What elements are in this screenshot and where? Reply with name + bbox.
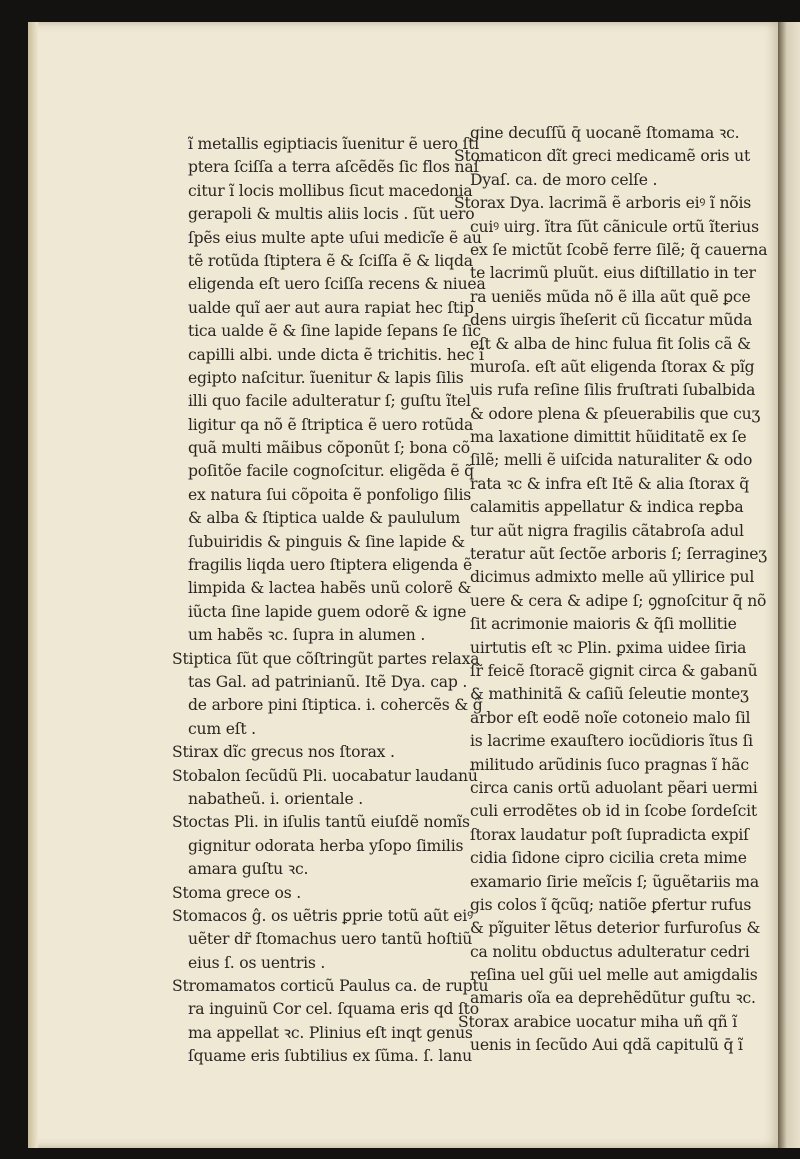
text-line: tur aũt nigra fragilis cãtabroſa adul — [470, 521, 744, 540]
text-line: amara guſtu ꝛc. — [188, 860, 309, 879]
text-line: ſtorax laudatur poſt ſupradicta expiſ — [470, 825, 749, 844]
text-line: cidia ſidone cipro cicilia creta mime — [470, 849, 747, 868]
text-line: & mathinitã & caſiũ ſeleutie monteʒ — [470, 685, 749, 704]
text-line: poſitõe facile cognoſcitur. eligẽda ẽ q̃ — [188, 462, 474, 481]
text-line: amaris oĩa ea deprehẽdũtur guſtu ꝛc. — [470, 989, 756, 1008]
text-line: te lacrimũ pluũt. eius diſtillatio in ter — [470, 264, 756, 283]
text-line: ex ſe mictũt ſcobẽ ferre ſilẽ; q̃ cauerna — [470, 240, 768, 259]
text-line: uenis in ſecũdo Aui qdã capitulũ q̄ ĩ — [470, 1036, 743, 1055]
text-line: uirtutis eſt ꝛc Plin. ꝑxima uidee ſiria — [470, 638, 747, 657]
text-line: limpida & lactea habẽs unũ colorẽ & — [188, 579, 472, 598]
text-line: ptera ſciſſa a terra aſcẽdẽs ſic flos naſ — [188, 158, 480, 177]
text-line: teratur aũt ſectõe arboris ſ; ſerragineʒ — [470, 545, 767, 564]
right-text-column — [454, 122, 768, 1058]
text-line: dens uirgis ĩheſerit cũ ſiccatur mũda — [470, 311, 753, 330]
text-line: iũcta ſine lapide guem odorẽ & igne — [188, 602, 467, 621]
text-line: Stoctas Pli. in iſulis tantũ eiuſdẽ nomĩs — [172, 813, 470, 832]
text-line: reſina uel gũi uel melle aut amigdalis — [470, 966, 758, 985]
text-line: ligitur qa nõ ẽ ſtriptica ẽ uero rotũda — [188, 415, 474, 434]
text-line: tas Gal. ad patrinianũ. Itẽ Dya. cap . — [188, 672, 468, 691]
text-line: Stromamatos corticũ Paulus ca. de ruptu — [172, 977, 489, 996]
text-line: de arbore pini ſtiptica. i. cohercẽs & ĝ — [188, 696, 483, 715]
text-line: ĩ metallis egiptiacis ĩuenitur ẽ uero ſti — [188, 135, 479, 153]
text-line: Storax Dya. lacrimã ẽ arboris eiꝰ ĩ nõis — [454, 194, 752, 213]
text-line: gignitur odorata herba yſopo ſimilis — [188, 836, 464, 855]
text-line: ſilẽ; melli ẽ uiſcida naturaliter & odo — [470, 451, 753, 470]
text-line: Stomaticon dĩt greci medicamẽ oris ut — [454, 147, 751, 166]
text-line: & odore plena & pſeuerabilis que cuʒ — [470, 404, 761, 423]
text-line: Stomacos ĝ. os uẽtris ꝑprie totũ aũt eiꝰ — [172, 906, 473, 925]
text-line: ſpẽs eius multe apte uſui medicĩe ẽ au — [188, 228, 482, 247]
text-line: uere & cera & adipe ſ; ꝯgnoſcitur q̄ nõ — [470, 591, 767, 610]
text-line: gerapoli & multis aliis locis . ſũt uero — [188, 205, 475, 224]
adjacent-page-edge — [778, 22, 800, 1148]
text-line: circa canis ortũ aduolant pẽari uermi — [470, 778, 758, 797]
text-line: Stiptica ſũt que cõſtringũt partes relaxa — [172, 649, 480, 668]
text-line: fragilis liqda uero ſtiptera eligenda ẽ — [188, 556, 473, 575]
text-line: ca nolitu obductus adulteratur cedri — [470, 942, 750, 961]
text-line: eligenda eſt uero ſciſſa recens & niuea — [188, 275, 486, 294]
text-line: ualde quĩ aer aut aura rapiat hec ſtip — [188, 298, 474, 317]
text-line: tẽ rotũda ſtiptera ẽ & ſciſſa ẽ & liqda — [188, 251, 473, 270]
text-line: Storax arabice uocatur miha uñ qñ ĩ — [458, 1012, 738, 1031]
left-text-column — [172, 133, 489, 1069]
text-line: rata ꝛc & infra eſt Itẽ & alia ſtorax q̃ — [470, 474, 750, 493]
text-line: dicimus admixto melle aũ yllirice pul — [470, 568, 755, 587]
text-line: muroſa. eſt aũt eligenda ſtorax & pĩg — [470, 357, 755, 376]
text-line: arbor eſt eodẽ noĩe cotoneio malo ſil — [470, 708, 751, 727]
text-line: nabatheũ. i. orientale . — [188, 789, 364, 808]
text-line: eſt & alba de hinc fulua fit ſolis cã & — [470, 334, 751, 353]
text-line: cum eſt . — [188, 719, 256, 738]
text-line: & alba & ſtiptica ualde & paululum — [188, 509, 461, 528]
text-line: Stobalon ſecũdũ Pli. uocabatur laudanũ — [172, 766, 478, 785]
text-line: tica ualde ẽ & ſine lapide ſepans ſe ſic — [188, 322, 481, 341]
text-line: ra ueniẽs mũda nõ ẽ illa aũt quẽ ꝑce — [470, 287, 751, 306]
text-line: uẽter dr̃ ſtomachus uero tantũ hoſtiũ — [188, 930, 473, 949]
page-gutter-edge — [28, 22, 38, 1148]
text-line: ſquame eris ſubtilius ex ſũma. ſ. lanu — [188, 1047, 472, 1066]
text-line: illi quo facile adulteratur ſ; guſtu ĩtel — [188, 392, 471, 411]
text-line: Dyaſ. ca. de moro celſe . — [470, 170, 658, 189]
text-line: is lacrime exauſtero iocũdioris ĩtus ſi — [470, 732, 753, 751]
text-line: uis rufa reſine ſilis fruſtrati ſubalbida — [470, 381, 756, 400]
text-line: um habẽs ꝛc. ſupra in alumen . — [188, 626, 426, 645]
text-line: Stoma grece os . — [172, 883, 302, 902]
text-line: ma laxatione dimittit hũiditatẽ ex ſe — [470, 428, 747, 447]
text-line: citur ĩ locis mollibus ſicut macedonia — [188, 181, 473, 200]
text-line: egipto naſcitur. ĩuenitur & lapis ſilis — [188, 368, 464, 387]
text-line: ſr̃ feicẽ ſtoracẽ gignit circa & gabanũ — [470, 661, 758, 680]
text-line: quã multi mãibus cõponũt ſ; bona cõ — [188, 439, 470, 458]
text-line: ra inguinũ Cor cel. ſquama eris qd ſto — [188, 1000, 479, 1019]
text-line: ex natura ſui cõpoita ẽ ponfoligo ſilis — [188, 485, 472, 504]
text-line: militudo arũdinis ſuco pragnas ĩ hãc — [470, 755, 749, 774]
text-line: examario ſirie meĩcis ſ; ũguẽtariis ma — [470, 872, 759, 891]
text-line: culi errodẽtes ob id in ſcobe ſordeſcit — [470, 802, 757, 821]
text-line: Stirax dĩc grecus nos ſtorax . — [172, 743, 395, 762]
text-line: ſit acrimonie maioris & q̃ſi mollitie — [470, 615, 737, 634]
text-line: calamitis appellatur & indica reꝑba — [470, 498, 744, 517]
text-line: ma appellat ꝛc. Plinius eſt inqt genus — [188, 1023, 473, 1042]
text-line: cuiꝰ uirg. ĩtra ſũt cãnicule ortũ ĩterius — [470, 217, 759, 236]
text-line: eius ſ. os uentris . — [188, 953, 326, 972]
text-line: capilli albi. unde dicta ẽ trichitis. hec ĩ — [188, 345, 484, 364]
text-line: & pĩguiter lẽtus deterior furfuroſus & — [470, 919, 761, 938]
text-line: gine decuſſũ q̄ uocanẽ ſtomama ꝛc. — [470, 124, 740, 142]
text-line: gis colos ĩ q̃cũq; natiõe ꝑfertur rufus — [470, 895, 752, 914]
text-line: ſubuiridis & pinguis & ſine lapide & — [188, 532, 465, 551]
